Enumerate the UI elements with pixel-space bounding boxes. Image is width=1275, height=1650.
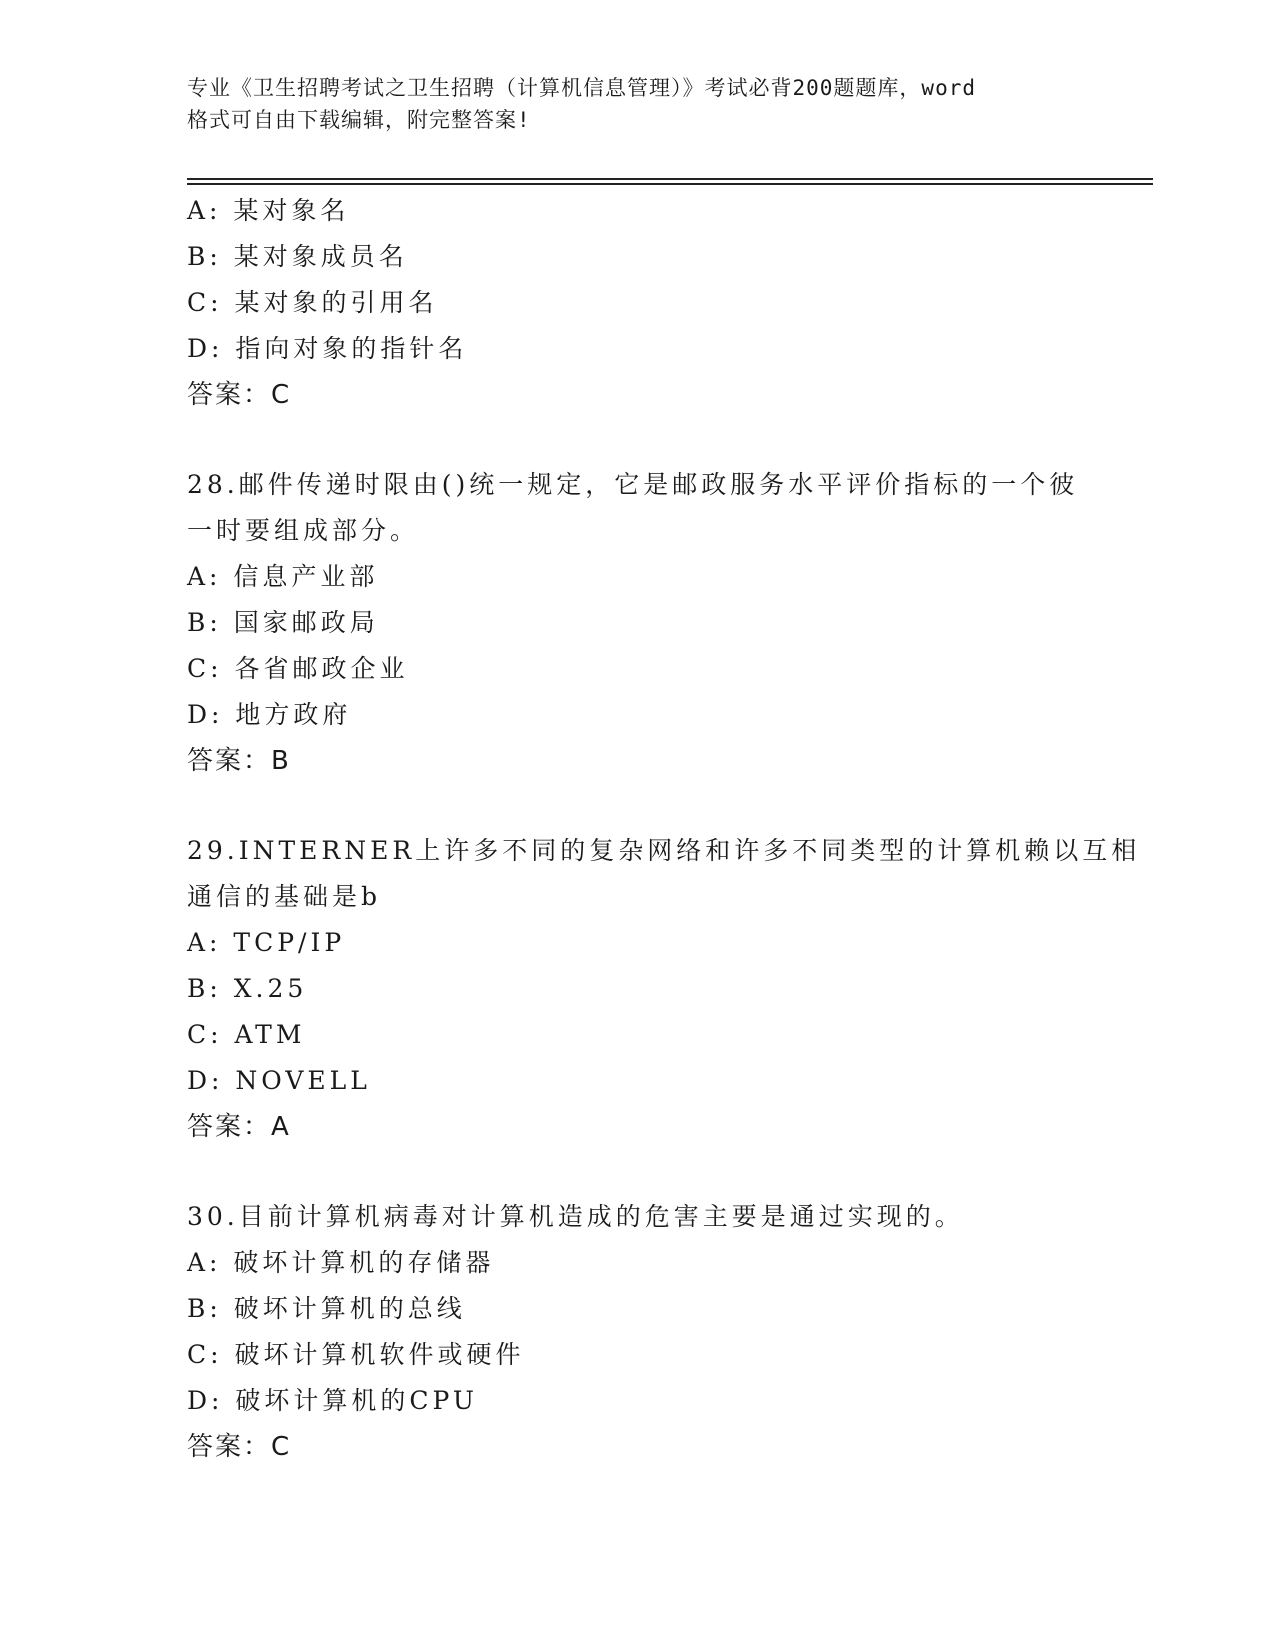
option-d: D: 地方政府 bbox=[187, 700, 352, 729]
answer: 答案：C bbox=[187, 1432, 292, 1462]
question-text-line-1: 29.INTERNER上许多不同的复杂网络和许多不同类型的计算机赖以互相 bbox=[187, 836, 1141, 865]
question-text-line-2: 一时要组成部分。 bbox=[187, 516, 420, 545]
option-d: D: 破坏计算机的CPU bbox=[187, 1386, 478, 1415]
question-text-line-1: 28.邮件传递时限由()统一规定，它是邮政服务水平评价指标的一个彼 bbox=[187, 470, 1079, 499]
option-b: B: 国家邮政局 bbox=[187, 608, 379, 637]
option-b: B: 破坏计算机的总线 bbox=[187, 1294, 466, 1323]
question-text-line-2: 通信的基础是b bbox=[187, 882, 382, 911]
header-rule-top bbox=[187, 178, 1153, 180]
option-a: A: TCP/IP bbox=[187, 928, 346, 957]
header-line-1: 专业《卫生招聘考试之卫生招聘（计算机信息管理）》考试必背200题题库，word bbox=[187, 76, 976, 100]
answer: 答案：A bbox=[187, 1112, 291, 1142]
question-27 bbox=[187, 188, 1087, 418]
option-a: A: 某对象名 bbox=[187, 196, 350, 225]
question-29 bbox=[187, 828, 1141, 1150]
option-c: C: 某对象的引用名 bbox=[187, 288, 438, 317]
answer: 答案：B bbox=[187, 746, 291, 776]
question-28 bbox=[187, 462, 1087, 784]
option-c: C: ATM bbox=[187, 1020, 306, 1049]
header-line-2: 格式可自由下载编辑，附完整答案! bbox=[187, 108, 531, 132]
question-30 bbox=[187, 1194, 1087, 1470]
option-b: B: X.25 bbox=[187, 974, 308, 1003]
option-c: C: 破坏计算机软件或硬件 bbox=[187, 1340, 525, 1369]
answer: 答案：C bbox=[187, 380, 292, 410]
option-c: C: 各省邮政企业 bbox=[187, 654, 409, 683]
question-list bbox=[187, 188, 1141, 1470]
question-text-line-1: 30.目前计算机病毒对计算机造成的危害主要是通过实现的。 bbox=[187, 1202, 964, 1231]
option-a: A: 信息产业部 bbox=[187, 562, 379, 591]
option-b: B: 某对象成员名 bbox=[187, 242, 408, 271]
option-a: A: 破坏计算机的存储器 bbox=[187, 1248, 495, 1277]
document-header bbox=[187, 72, 1087, 136]
option-d: D: 指向对象的指针名 bbox=[187, 334, 468, 363]
option-d: D: NOVELL bbox=[187, 1066, 371, 1095]
header-rule-bottom bbox=[187, 183, 1153, 185]
